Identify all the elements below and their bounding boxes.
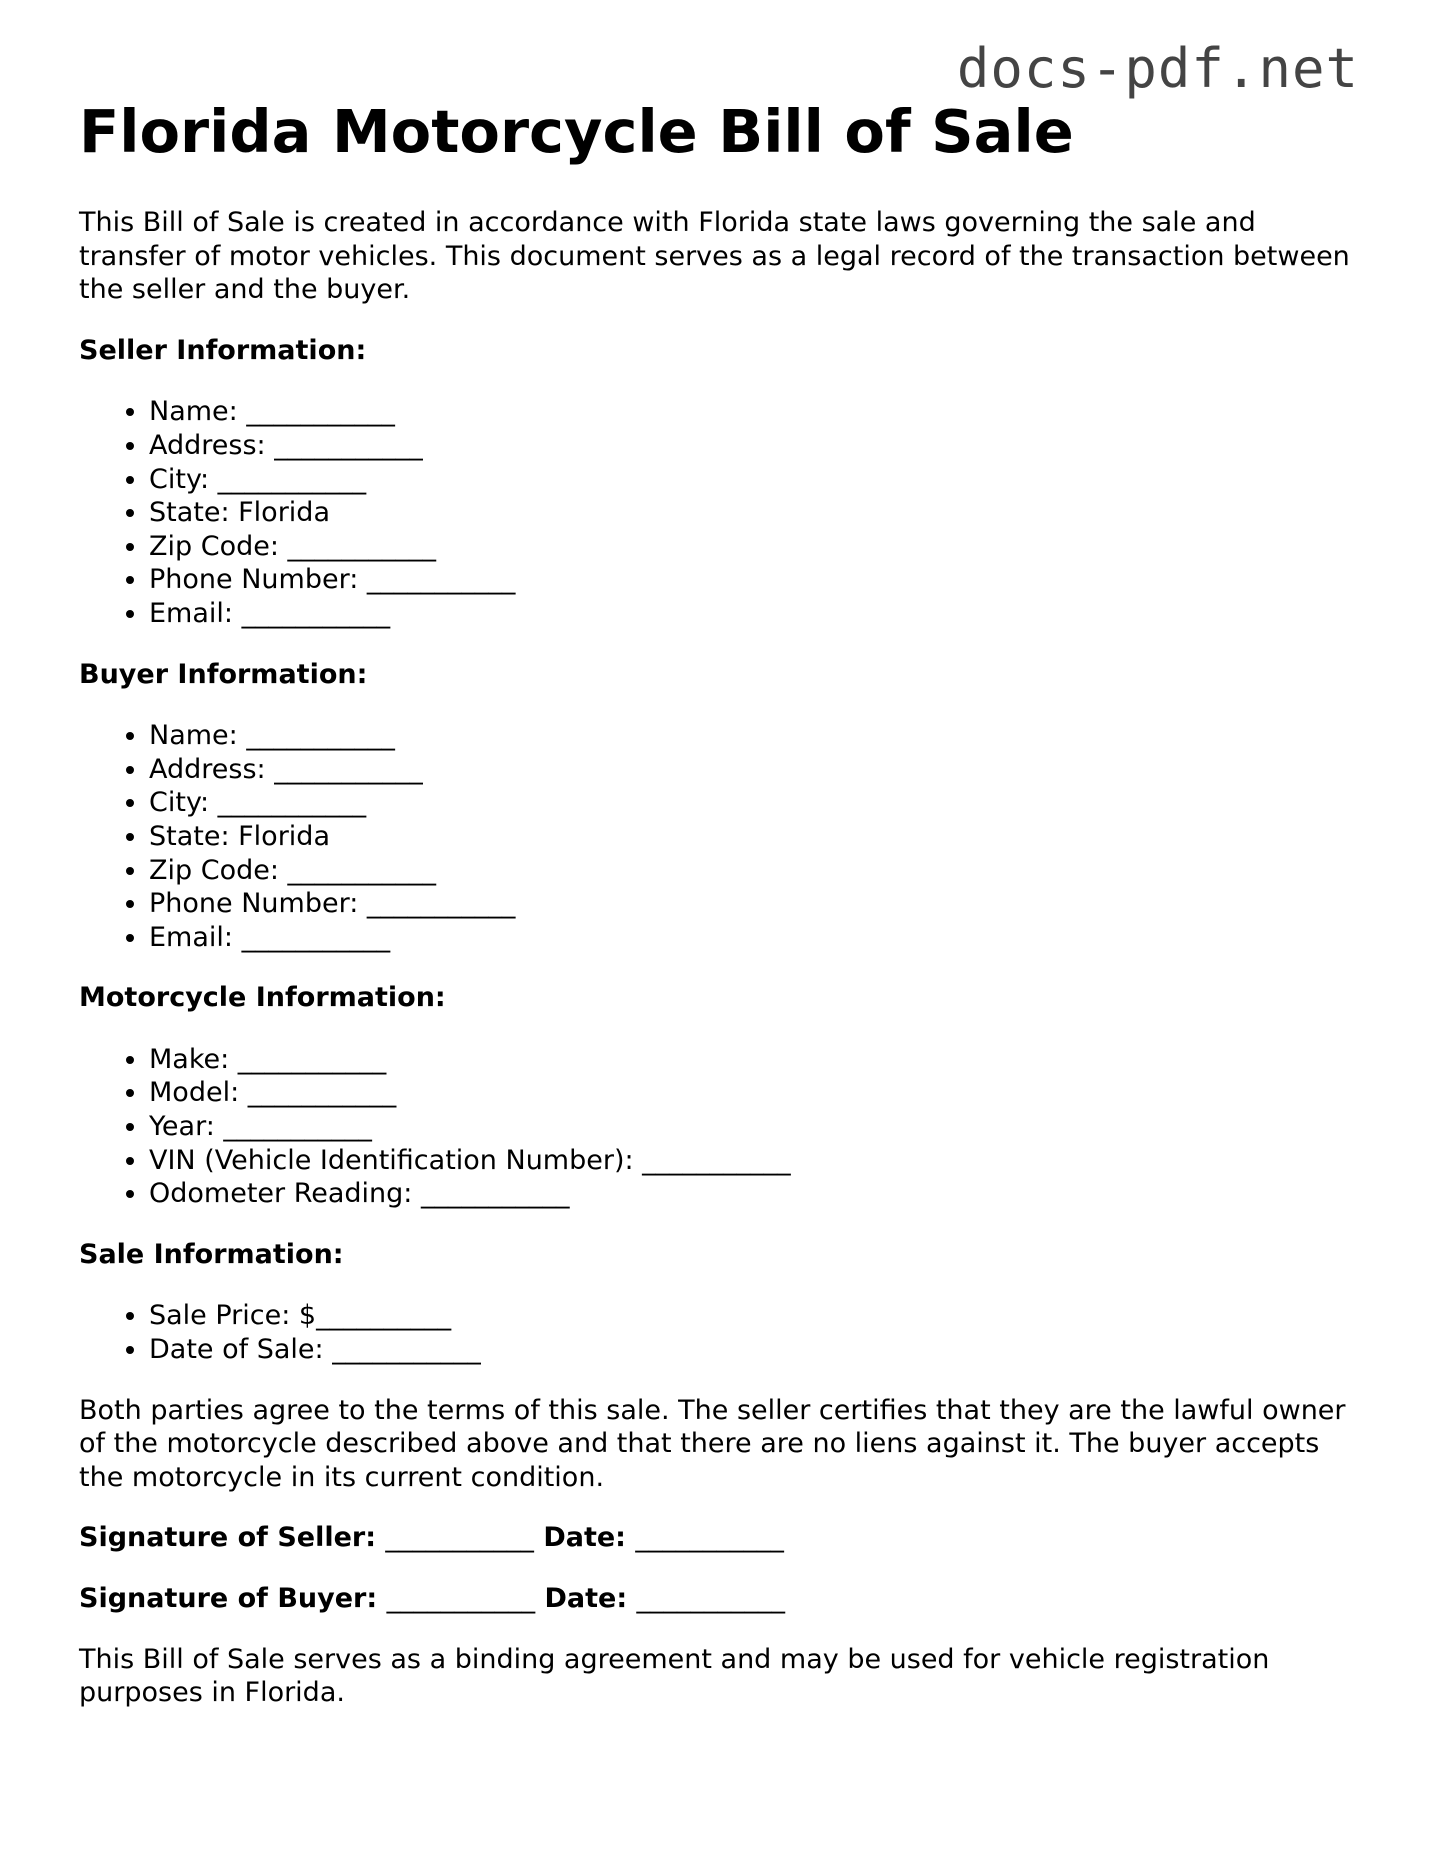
- seller-field-list: [79, 395, 1369, 630]
- buyer-email-field: • Email: ___________: [149, 921, 1369, 955]
- motorcycle-make-field: • Make: ___________: [149, 1043, 1369, 1077]
- seller-zip-field: • Zip Code: ___________: [149, 530, 1369, 564]
- seller-signature-blank: ___________: [385, 1522, 534, 1554]
- motorcycle-section-heading: Motorcycle Information:: [79, 982, 446, 1014]
- buyer-zip-field: • Zip Code: ___________: [149, 854, 1369, 888]
- seller-section-heading: Seller Information:: [79, 334, 367, 366]
- motorcycle-model-field: • Model: ___________: [149, 1076, 1369, 1110]
- buyer-name-field: • Name: ___________: [149, 719, 1369, 753]
- document-body: [79, 206, 1369, 1710]
- seller-signature-label: Signature of Seller:: [79, 1522, 377, 1554]
- buyer-state-field: • State: Florida: [149, 820, 1369, 854]
- sale-date-field: • Date of Sale: ___________: [149, 1333, 1369, 1367]
- motorcycle-odometer-field: • Odometer Reading: ___________: [149, 1177, 1369, 1211]
- motorcycle-year-field: • Year: ___________: [149, 1110, 1369, 1144]
- seller-phone-field: • Phone Number: ___________: [149, 563, 1369, 597]
- buyer-signature-line: [79, 1582, 1369, 1616]
- seller-name-field: • Name: ___________: [149, 395, 1369, 429]
- sale-price-field: • Sale Price: $__________: [149, 1299, 1369, 1333]
- buyer-date-label: Date:: [544, 1583, 628, 1614]
- buyer-date-blank: ___________: [636, 1583, 786, 1614]
- seller-signature-line: [79, 1521, 1369, 1555]
- sale-field-list: [79, 1299, 1369, 1366]
- motorcycle-field-list: [79, 1043, 1369, 1211]
- seller-address-field: • Address: ___________: [149, 429, 1369, 463]
- intro-paragraph: This Bill of Sale is created in accordance with Florida state laws governing the sale and transfer of motor vehicles. This document serves as a legal record of the transaction between the seller and the buyer.: [79, 207, 1350, 306]
- buyer-phone-field: • Phone Number: ___________: [149, 887, 1369, 921]
- footer-paragraph: This Bill of Sale serves as a binding agreement and may be used for vehicle registration purposes in Florida.: [79, 1643, 1270, 1709]
- buyer-address-field: • Address: ___________: [149, 753, 1369, 787]
- seller-date-label: Date:: [543, 1522, 626, 1554]
- seller-city-field: • City: ___________: [149, 463, 1369, 497]
- sale-section-heading: Sale Information:: [79, 1238, 344, 1270]
- agreement-paragraph: Both parties agree to the terms of this sale. The seller certifies that they are the lawful owner of the motorcycle described above and that there are no liens against it. The buyer accepts the motorcycle in its current condition.: [79, 1394, 1346, 1493]
- watermark: docs-pdf.net: [956, 37, 1359, 100]
- buyer-section-heading: Buyer Information:: [79, 658, 368, 690]
- seller-state-field: • State: Florida: [149, 496, 1369, 530]
- buyer-city-field: • City: ___________: [149, 786, 1369, 820]
- motorcycle-vin-field: • VIN (Vehicle Identification Number): ___________: [149, 1144, 1369, 1178]
- seller-date-blank: ___________: [635, 1522, 784, 1554]
- seller-email-field: • Email: ___________: [149, 597, 1369, 631]
- page-title: Florida Motorcycle Bill of Sale: [79, 97, 1074, 166]
- buyer-signature-label: Signature of Buyer:: [79, 1583, 378, 1614]
- buyer-field-list: [79, 719, 1369, 954]
- buyer-signature-blank: ___________: [386, 1583, 536, 1614]
